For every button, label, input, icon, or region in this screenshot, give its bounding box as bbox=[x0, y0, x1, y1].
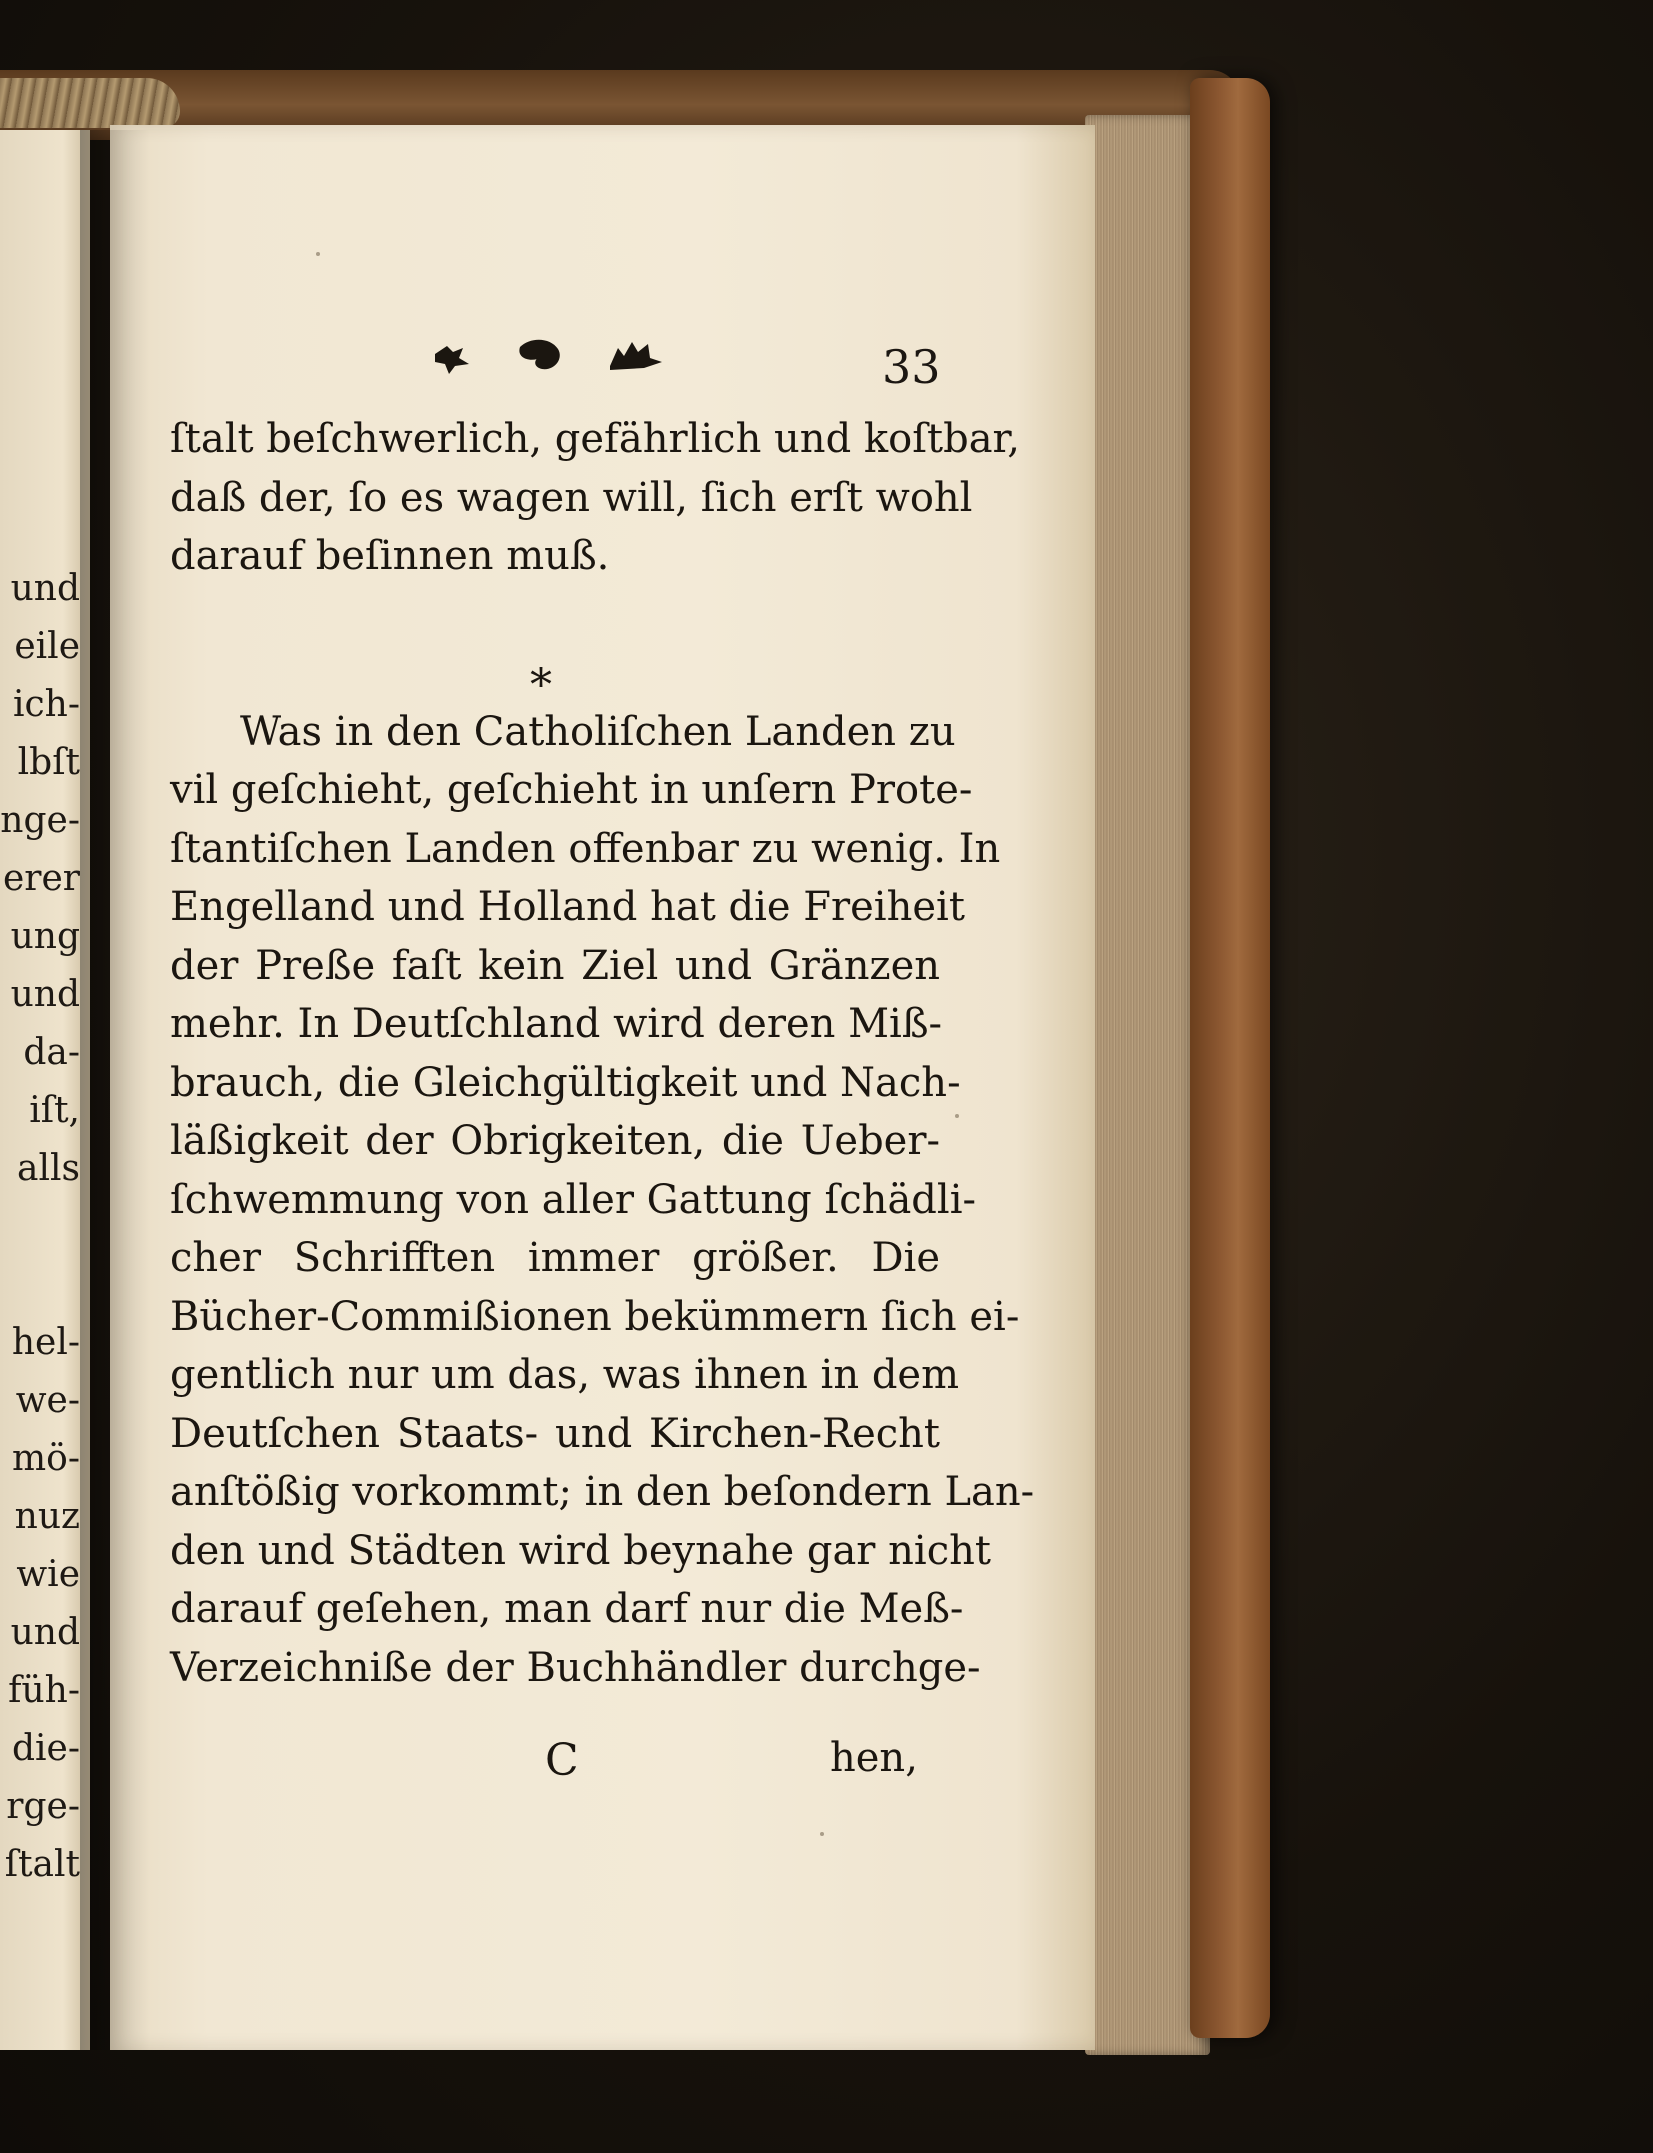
text-line: Engelland und Holland hat die Freiheit bbox=[170, 884, 965, 930]
book-cover-right bbox=[1190, 78, 1270, 2038]
left-page-fragment: und bbox=[10, 1612, 80, 1653]
paper-speck bbox=[316, 252, 320, 256]
text-line: ſtantiſchen Landen offenbar zu wenig. In bbox=[170, 825, 1001, 872]
left-page-fragment: ſtalt bbox=[4, 1844, 80, 1885]
text-line: brauch, die Gleichgültigkeit und Nach- bbox=[170, 1059, 961, 1106]
left-page-fragment: ung bbox=[10, 916, 80, 957]
headband bbox=[0, 78, 180, 128]
left-page-fragment: rge- bbox=[6, 1786, 80, 1827]
text-line: gentlich nur um das, was ihnen in dem bbox=[170, 1352, 960, 1398]
text-line: der Preße faſt kein Ziel und Gränzen bbox=[170, 942, 940, 989]
left-page-fragment: und bbox=[10, 568, 80, 609]
text-line: mehr. In Deutſchland wird deren Miß- bbox=[170, 1001, 943, 1047]
text-line: Deutſchen Staats- und Kirchen-Recht bbox=[170, 1410, 940, 1457]
text-line: Verzeichniße der Buchhändler durchge- bbox=[170, 1644, 981, 1691]
left-page-fragment: da- bbox=[23, 1032, 80, 1073]
left-page-fragment: erer bbox=[2, 858, 80, 899]
left-page-fragment: mö- bbox=[12, 1438, 80, 1479]
signature-mark: C bbox=[545, 1735, 579, 1786]
left-page-fragment bbox=[0, 1256, 80, 1314]
ornament-headpiece bbox=[430, 332, 680, 382]
left-page-fragment: wie bbox=[16, 1554, 80, 1595]
text-line: den und Städten wird beynahe gar nicht bbox=[170, 1527, 991, 1574]
gutter-shadow bbox=[80, 130, 150, 2050]
left-page-fragment: und bbox=[10, 974, 80, 1015]
catchword: hen, bbox=[830, 1735, 918, 1781]
left-page-text-fragments bbox=[0, 560, 80, 1894]
left-page-fragment: nge- bbox=[0, 800, 80, 841]
text-line: Bücher-Commißionen bekümmern ſich ei- bbox=[170, 1293, 1020, 1340]
paper-speck bbox=[820, 1832, 824, 1836]
text-line: cher Schrifften immer größer. Die bbox=[170, 1235, 940, 1281]
page-number: 33 bbox=[882, 340, 941, 394]
left-page-fragment bbox=[0, 1198, 80, 1256]
left-page-fragment: alls bbox=[17, 1148, 80, 1189]
left-page bbox=[0, 130, 90, 2050]
left-page-fragment: we- bbox=[15, 1380, 80, 1421]
text-line: darauf geſehen, man darf nur die Meß- bbox=[170, 1586, 964, 1632]
left-page-fragment: ich- bbox=[12, 684, 80, 725]
text-line: Was in den Catholiſchen Landen zu bbox=[240, 708, 956, 755]
left-page-fragment: hel- bbox=[11, 1322, 80, 1363]
text-line: anſtößig vorkommt; in den beſondern Lan- bbox=[170, 1469, 1035, 1515]
text-line: läßigkeit der Obrigkeiten, die Ueber- bbox=[170, 1118, 940, 1164]
left-page-fragment: iſt, bbox=[29, 1090, 80, 1131]
left-page-fragment: nuz bbox=[14, 1496, 80, 1537]
page-text bbox=[170, 410, 1035, 1697]
left-page-fragment: die- bbox=[11, 1728, 80, 1769]
separator-gap bbox=[170, 586, 940, 703]
text-line: daß der, ſo es wagen will, ſich erſt wohl bbox=[170, 474, 973, 521]
left-page-fragment: eile bbox=[14, 626, 80, 667]
left-page-fragment: füh- bbox=[8, 1670, 80, 1711]
paper-speck bbox=[955, 1114, 959, 1118]
section-separator: * bbox=[530, 660, 552, 711]
text-line: vil geſchieht, geſchieht in unſern Prote- bbox=[170, 767, 973, 813]
text-line: ſchwemmung von aller Gattung ſchädli- bbox=[170, 1176, 976, 1223]
text-line: darauf beſinnen muß. bbox=[170, 533, 610, 579]
left-page-fragment: lbſt bbox=[17, 742, 80, 783]
text-line: ſtalt beſchwerlich, gefährlich und koſtbar, bbox=[170, 416, 1020, 462]
